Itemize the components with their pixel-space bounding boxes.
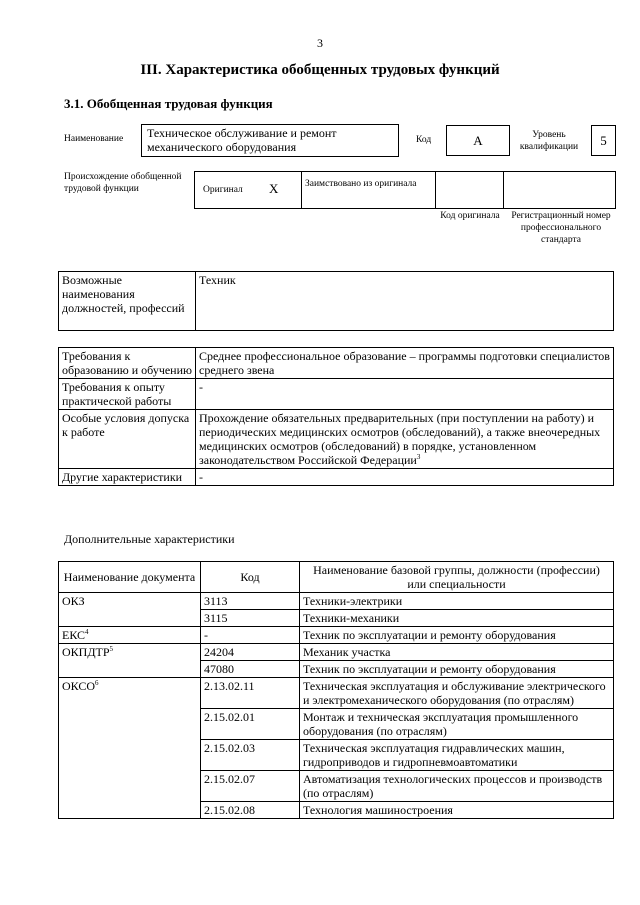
doc-name: ОКПДТР	[62, 645, 110, 659]
requirement-row	[59, 379, 614, 410]
origin-divider	[301, 172, 302, 208]
code-label: Код	[416, 135, 432, 145]
name-cell: Техник по эксплуатации и ремонту оборудования	[300, 661, 614, 678]
code-cell: 47080	[201, 661, 300, 678]
name-cell: Монтаж и техническая эксплуатация промышленного оборудования (по отраслям)	[300, 709, 614, 740]
code-cell: 2.13.02.11	[201, 678, 300, 709]
doc-cell	[59, 644, 201, 661]
name-cell: Механик участка	[300, 644, 614, 661]
origin-divider	[503, 172, 504, 208]
requirement-value: Прохождение обязательных предварительных (при поступлении на работу) и периодических медицинских осмотров (обследований), а также внеочередных медицинских осмотров (обследований) в порядке, установленном законодательством Российской Федерации	[199, 411, 601, 467]
doc-name: ЕКС	[62, 628, 86, 642]
doc-cell	[59, 740, 201, 771]
positions-value: Техник	[196, 272, 614, 331]
requirement-row	[59, 348, 614, 379]
reg-number-caption: Регистрационный номер профессионального стандарта	[511, 211, 611, 245]
header-doc: Наименование документа	[59, 562, 201, 593]
code-value: А	[446, 125, 510, 156]
original-mark: X	[269, 181, 279, 196]
name-label: Наименование	[64, 134, 124, 144]
table-row	[59, 740, 614, 771]
requirement-label: Требования к образованию и обучению	[59, 348, 196, 379]
code-cell: 2.15.02.03	[201, 740, 300, 771]
requirement-value: Среднее профессиональное образование – программы подготовки специалистов среднего звена	[196, 348, 614, 379]
footnote-ref: 6	[95, 679, 99, 687]
additional-table	[58, 561, 614, 819]
doc-cell	[59, 610, 201, 627]
requirement-label: Требования к опыту практической работы	[59, 379, 196, 410]
original-label: Оригинал	[203, 185, 243, 195]
level-label: Уровень квалификации	[519, 130, 579, 152]
name-value: Техническое обслуживание и ремонт механического оборудования	[141, 124, 399, 157]
name-cell: Технология машиностроения	[300, 802, 614, 819]
level-value: 5	[591, 125, 616, 156]
header-name: Наименование базовой группы, должности (профессии) или специальности	[300, 562, 614, 593]
code-cell: -	[201, 627, 300, 644]
code-cell: 3115	[201, 610, 300, 627]
origin-box	[194, 171, 616, 209]
table-row	[59, 593, 614, 610]
table-row	[59, 678, 614, 709]
table-row	[59, 661, 614, 678]
name-cell: Техническая эксплуатация гидравлических машин, гидроприводов и гидропневмоавтоматики	[300, 740, 614, 771]
header-code: Код	[201, 562, 300, 593]
positions-table	[58, 271, 614, 331]
requirements-table	[58, 347, 614, 486]
requirement-value: -	[196, 469, 614, 486]
doc-cell	[59, 593, 201, 610]
name-cell: Техническая эксплуатация и обслуживание электрического и электромеханического оборудования (по отраслям)	[300, 678, 614, 709]
table-row	[59, 709, 614, 740]
footnote-ref: 3	[416, 453, 421, 461]
name-cell: Техники-механики	[300, 610, 614, 627]
table-row	[59, 610, 614, 627]
footnote-ref: 4	[85, 628, 89, 636]
table-row	[59, 644, 614, 661]
positions-label: Возможные наименования должностей, профессий	[59, 272, 196, 331]
requirement-value: -	[196, 379, 614, 410]
origin-label: Происхождение обобщенной трудовой функции	[64, 172, 182, 194]
footnote-ref: 5	[109, 645, 114, 653]
code-cell: 2.15.02.08	[201, 802, 300, 819]
requirement-row	[59, 410, 614, 469]
doc-cell	[59, 709, 201, 740]
additional-title: Дополнительные характеристики	[64, 532, 235, 546]
doc-cell	[59, 661, 201, 678]
code-cell: 2.15.02.07	[201, 771, 300, 802]
requirement-row	[59, 469, 614, 486]
requirement-label: Другие характеристики	[59, 469, 196, 486]
code-cell: 3113	[201, 593, 300, 610]
requirement-label: Особые условия допуска к работе	[59, 410, 196, 469]
borrowed-label: Заимствовано из оригинала	[305, 179, 417, 189]
subsection-title: 3.1. Обобщенная трудовая функция	[64, 96, 273, 111]
code-original-caption: Код оригинала	[440, 211, 500, 221]
code-cell: 24204	[201, 644, 300, 661]
doc-cell	[59, 802, 201, 819]
name-cell: Техник по эксплуатации и ремонту оборудования	[300, 627, 614, 644]
page-number: 3	[317, 36, 323, 50]
doc-name: ОКЗ	[62, 594, 85, 608]
doc-cell	[59, 678, 201, 709]
name-cell: Техники-электрики	[300, 593, 614, 610]
table-row	[59, 627, 614, 644]
doc-name: ОКСО	[62, 679, 96, 693]
table-row	[59, 771, 614, 802]
name-cell: Автоматизация технологических процессов и производств (по отраслям)	[300, 771, 614, 802]
section-title: III. Характеристика обобщенных трудовых функций	[140, 62, 500, 78]
table-row	[59, 802, 614, 819]
doc-cell	[59, 771, 201, 802]
doc-cell	[59, 627, 201, 644]
origin-divider	[435, 172, 436, 208]
requirement-value-cell	[196, 410, 614, 469]
code-cell: 2.15.02.01	[201, 709, 300, 740]
